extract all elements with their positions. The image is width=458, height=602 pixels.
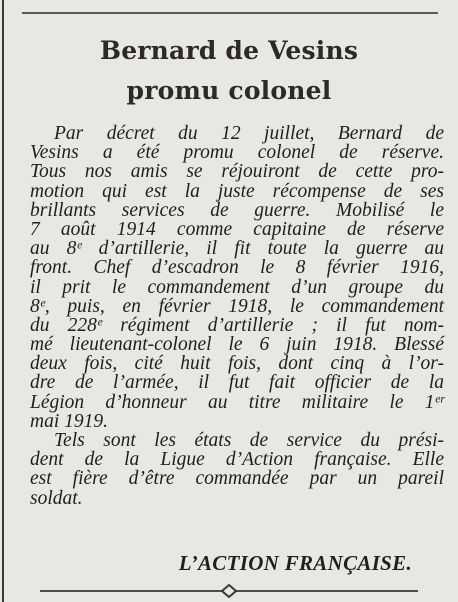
body-line: Par décret du 12 juillet, Bernard de bbox=[54, 123, 444, 144]
body-line: Tous nos amis se réjouiront de cette pro- bbox=[30, 161, 444, 183]
article-body bbox=[30, 124, 444, 508]
body-line: mai 1919. bbox=[30, 410, 108, 432]
body-line: 8ᵉ, puis, en février 1918, le commandement bbox=[30, 295, 444, 317]
body-line: dre de l’armée, il fut fait officier de la bbox=[30, 372, 444, 394]
body-line: dent de la Ligue d’Action française. Elle bbox=[30, 449, 444, 471]
signature: L’ACTION FRANÇAISE. bbox=[178, 551, 412, 575]
body-line: 7 août 1914 comme capitaine de réserve bbox=[30, 218, 444, 240]
body-line: Légion d’honneur au titre militaire le 1ᵉʳ bbox=[30, 391, 444, 413]
body-line: deux fois, cité huit fois, dont cinq à l’or- bbox=[30, 353, 444, 375]
body-line: au 8ᵉ d’artillerie, il fit toute la guerre au bbox=[30, 238, 444, 260]
body-line: du 228ᵉ régiment d’artillerie ; il fut nom- bbox=[30, 314, 444, 336]
body-line: est fière d’être commandée par un pareil bbox=[30, 468, 444, 490]
body-line: Tels sont les états de service du prési- bbox=[54, 430, 444, 451]
top-rule bbox=[22, 12, 438, 14]
headline-line-2: promu colonel bbox=[126, 76, 332, 105]
body-line: Vesins a été promu colonel de réserve. bbox=[30, 142, 444, 164]
body-line: mé lieutenant-colonel le 6 juin 1918. Blessé bbox=[30, 334, 444, 356]
diamond-ornament-icon bbox=[221, 584, 237, 598]
headline-line-1: Bernard de Vesins bbox=[99, 36, 359, 65]
body-line: motion qui est la juste récompense de ses bbox=[30, 180, 444, 202]
body-line: brillants services de guerre. Mobilisé le bbox=[30, 199, 444, 221]
body-line: il prit le commandement d’un groupe du bbox=[30, 276, 444, 298]
body-line: soldat. bbox=[30, 487, 83, 509]
body-line: front. Chef d’escadron le 8 février 1916, bbox=[30, 257, 444, 279]
